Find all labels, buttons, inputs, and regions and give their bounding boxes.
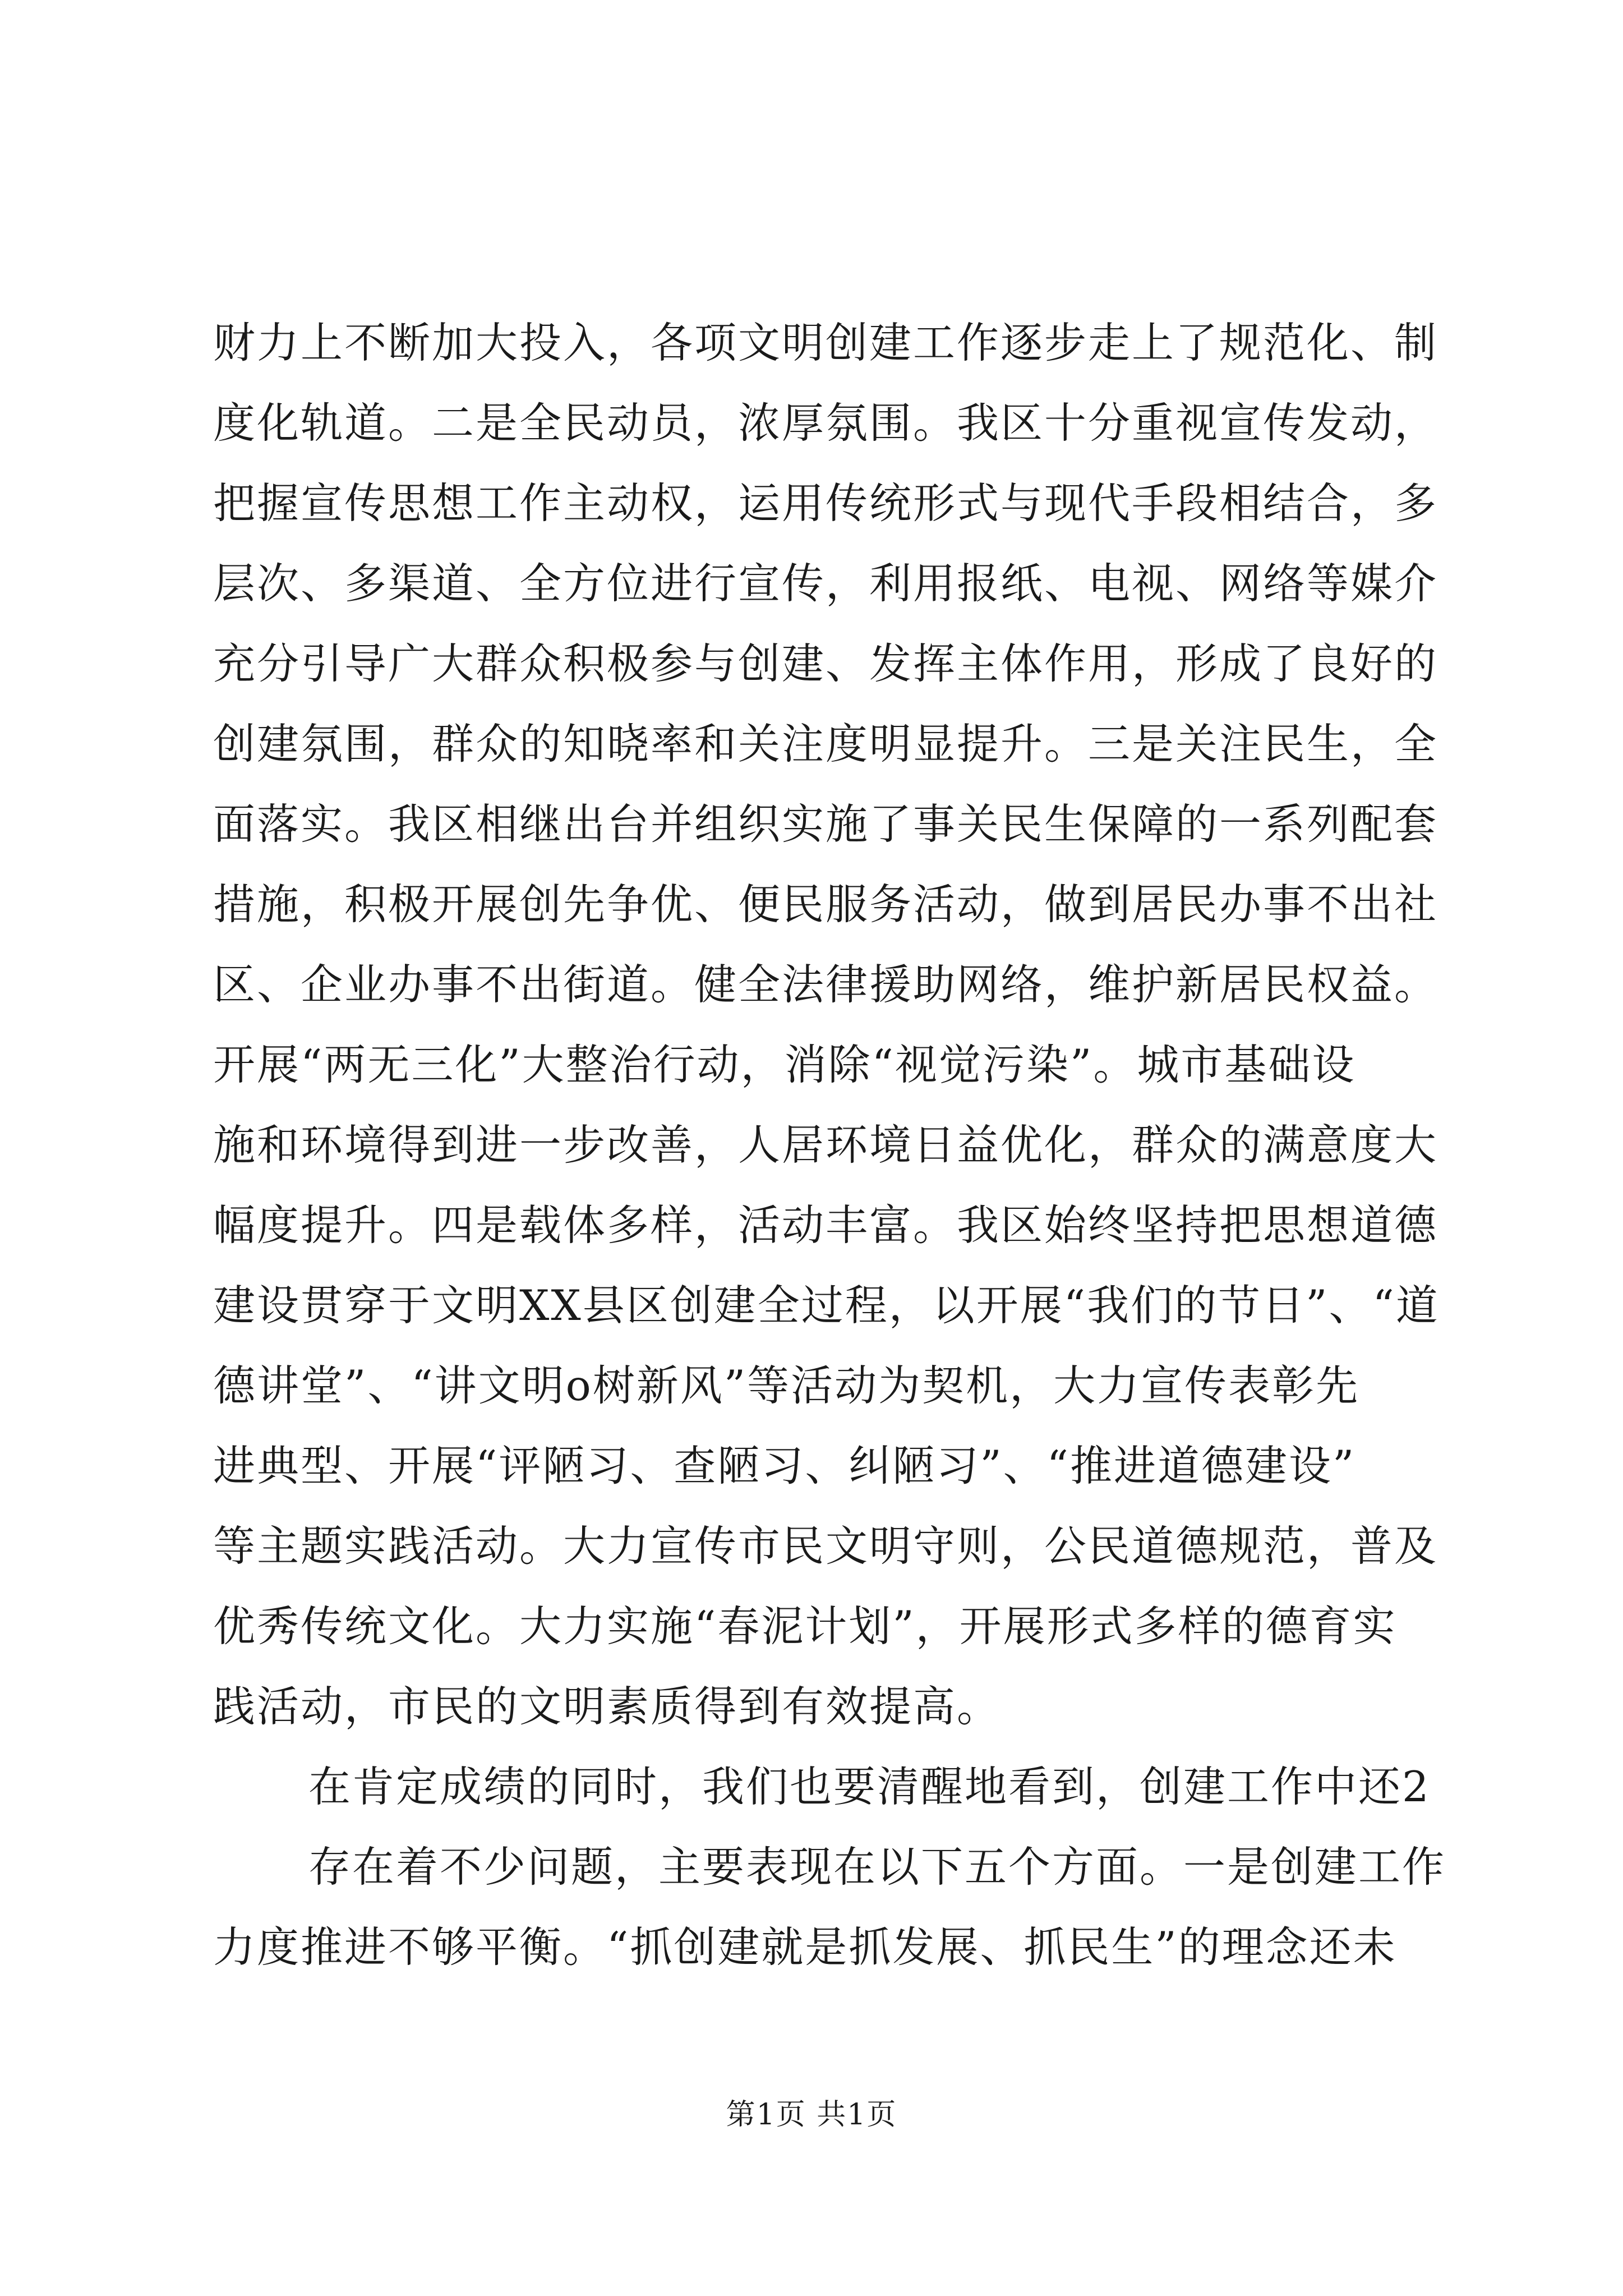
text-line: 力度推进不够平衡。“抓创建就是抓发展、抓民生”的理念还未 <box>213 1922 1397 1972</box>
text-line: 面落实。我区相继出台并组织实施了事关民生保障的一系列配套 <box>213 799 1438 849</box>
text-line: 财力上不断加大投入，各项文明创建工作逐步走上了规范化、制 <box>213 318 1438 367</box>
text-line: 度化轨道。二是全民动员，浓厚氛围。我区十分重视宣传发动， <box>213 398 1438 448</box>
text-line: 等主题实践活动。大力宣传市民文明守则，公民道德规范，普及 <box>213 1521 1438 1571</box>
text-line: 把握宣传思想工作主动权，运用传统形式与现代手段相结合，多 <box>213 478 1438 528</box>
text-line: 层次、多渠道、全方位进行宣传，利用报纸、电视、网络等媒介 <box>213 559 1438 608</box>
page-footer: 第1页 共1页 <box>726 2098 897 2132</box>
text-line: 建设贯穿于文明XX县区创建全过程，以开展“我们的节日”、“道 <box>213 1281 1440 1330</box>
text-line: 进典型、开展“评陋习、查陋习、纠陋习”、“推进道德建设” <box>213 1441 1356 1490</box>
text-line: 德讲堂”、“讲文明o树新风”等活动为契机，大力宣传表彰先 <box>213 1361 1360 1410</box>
text-line: 幅度提升。四是载体多样，活动丰富。我区始终坚持把思想道德 <box>213 1200 1438 1250</box>
text-line: 施和环境得到进一步改善，人居环境日益优化，群众的满意度大 <box>213 1120 1438 1170</box>
paragraph-start-line: 在肯定成绩的同时，我们也要清醒地看到，创建工作中还2 <box>308 1762 1431 1811</box>
body-text <box>213 303 1446 1987</box>
text-line: 充分引导广大群众积极参与创建、发挥主体作用，形成了良好的 <box>213 639 1438 688</box>
text-line: 措施，积极开展创先争优、便民服务活动，做到居民办事不出社 <box>213 880 1438 929</box>
text-line: 优秀传统文化。大力实施“春泥计划”，开展形式多样的德育实 <box>213 1602 1397 1651</box>
text-line: 践活动，市民的文明素质得到有效提高。 <box>213 1682 1001 1731</box>
text-line: 存在着不少问题，主要表现在以下五个方面。一是创建工作 <box>308 1842 1446 1892</box>
text-line: 创建氛围，群众的知晓率和关注度明显提升。三是关注民生，全 <box>213 719 1438 769</box>
text-line: 区、企业办事不出街道。健全法律援助网络，维护新居民权益。 <box>213 960 1438 1009</box>
text-line: 开展“两无三化”大整治行动，消除“视觉污染”。城市基础设 <box>213 1040 1356 1089</box>
